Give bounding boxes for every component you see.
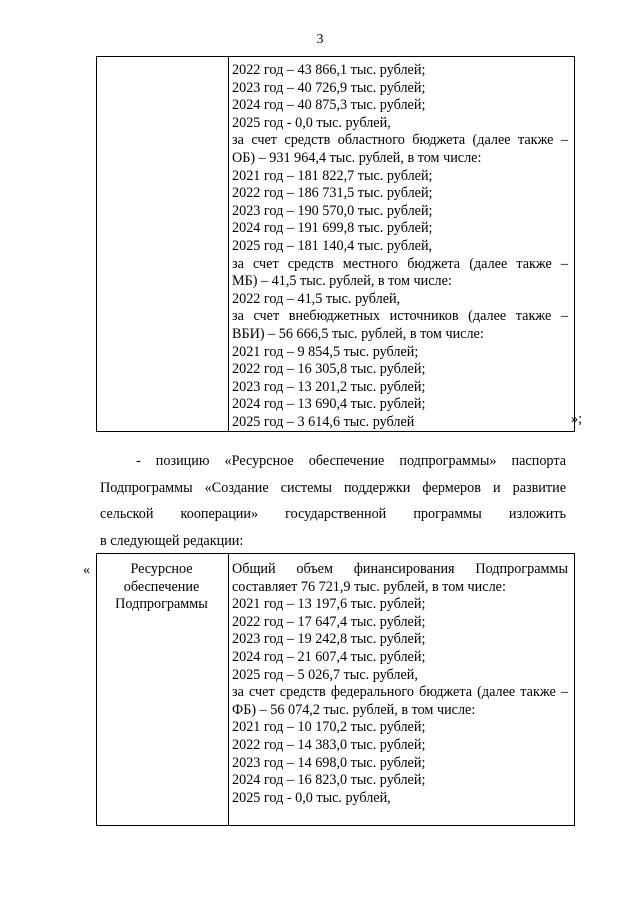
table-line: за счет средств областного бюджета (далее также – <box>232 132 568 149</box>
table-line: ВБИ) – 56 666,5 тыс. рублей, в том числе: <box>232 325 484 342</box>
funding-lines-table2 <box>232 561 568 807</box>
table-line: 2025 год - 0,0 тыс. рублей, <box>232 789 391 806</box>
table-line: 2022 год – 186 731,5 тыс. рублей; <box>232 185 433 202</box>
table-line: 2024 год – 40 875,3 тыс. рублей; <box>232 97 426 114</box>
paragraph-line: - позицию «Ресурсное обеспечение подпрограммы» паспорта <box>136 453 566 469</box>
table-line: за счет средств местного бюджета (далее также – <box>232 255 568 272</box>
table-line: 2022 год – 14 383,0 тыс. рублей; <box>232 736 426 753</box>
table-line: 2023 год – 190 570,0 тыс. рублей; <box>232 202 433 219</box>
table-line: за счет внебюджетных источников (далее также – <box>232 308 568 325</box>
table-line: 2023 год – 14 698,0 тыс. рублей; <box>232 754 426 771</box>
table-line: 2024 год – 191 699,8 тыс. рублей; <box>232 220 433 237</box>
table-line: 2022 год – 43 866,1 тыс. рублей; <box>232 62 426 78</box>
column-divider <box>228 57 229 431</box>
paragraph-line: в следующей редакции: <box>100 532 244 549</box>
row-label-line: Ресурсное <box>130 561 193 577</box>
table-line: 2025 год – 181 140,4 тыс. рублей, <box>232 237 433 254</box>
table-line: 2024 год – 21 607,4 тыс. рублей; <box>232 648 426 665</box>
paragraph-line: Подпрограммы «Создание системы поддержки фермеров и развитие <box>100 479 566 496</box>
table-line: МБ) – 41,5 тыс. рублей, в том числе: <box>232 273 452 290</box>
table-line: 2024 год – 16 823,0 тыс. рублей; <box>232 772 426 789</box>
table-line: 2023 год – 13 201,2 тыс. рублей; <box>232 378 426 395</box>
row-label-resource-provision <box>96 561 227 614</box>
column-divider <box>228 554 229 825</box>
table-line: Общий объем финансирования Подпрограммы <box>232 561 568 577</box>
table-line: ОБ) – 931 964,4 тыс. рублей, в том числе: <box>232 149 482 166</box>
table-line: 2024 год – 13 690,4 тыс. рублей; <box>232 396 426 413</box>
funding-lines-table1 <box>232 62 568 431</box>
table-line: 2025 год – 5 026,7 тыс. рублей, <box>232 666 418 683</box>
row-label-line: Подпрограммы <box>115 596 208 613</box>
page-number: 3 <box>316 32 324 47</box>
row-label-line: обеспечение <box>123 578 200 595</box>
opening-quote: « <box>83 562 91 578</box>
table-line: 2023 год – 19 242,8 тыс. рублей; <box>232 631 426 648</box>
amendment-paragraph <box>100 448 566 554</box>
closing-quote: »; <box>571 411 583 427</box>
table-line: 2022 год – 16 305,8 тыс. рублей; <box>232 361 426 378</box>
table-line: 2021 год – 181 822,7 тыс. рублей; <box>232 167 433 184</box>
table-line: 2025 год - 0,0 тыс. рублей, <box>232 114 391 131</box>
table-line: 2022 год – 41,5 тыс. рублей, <box>232 290 401 307</box>
table-line: составляет 76 721,9 тыс. рублей, в том числе: <box>232 578 506 595</box>
table-line: 2025 год – 3 614,6 тыс. рублей <box>232 413 415 430</box>
table-line: ФБ) – 56 074,2 тыс. рублей, в том числе: <box>232 701 476 718</box>
table-line: 2021 год – 13 197,6 тыс. рублей; <box>232 596 426 613</box>
table-line: 2022 год – 17 647,4 тыс. рублей; <box>232 613 426 630</box>
paragraph-line: сельской кооперации» государственной программы изложить <box>100 506 566 522</box>
table-line: за счет средств федерального бюджета (далее также – <box>232 684 568 701</box>
table-line: 2023 год – 40 726,9 тыс. рублей; <box>232 79 426 96</box>
table-line: 2021 год – 9 854,5 тыс. рублей; <box>232 343 419 360</box>
table-line: 2021 год – 10 170,2 тыс. рублей; <box>232 719 426 736</box>
